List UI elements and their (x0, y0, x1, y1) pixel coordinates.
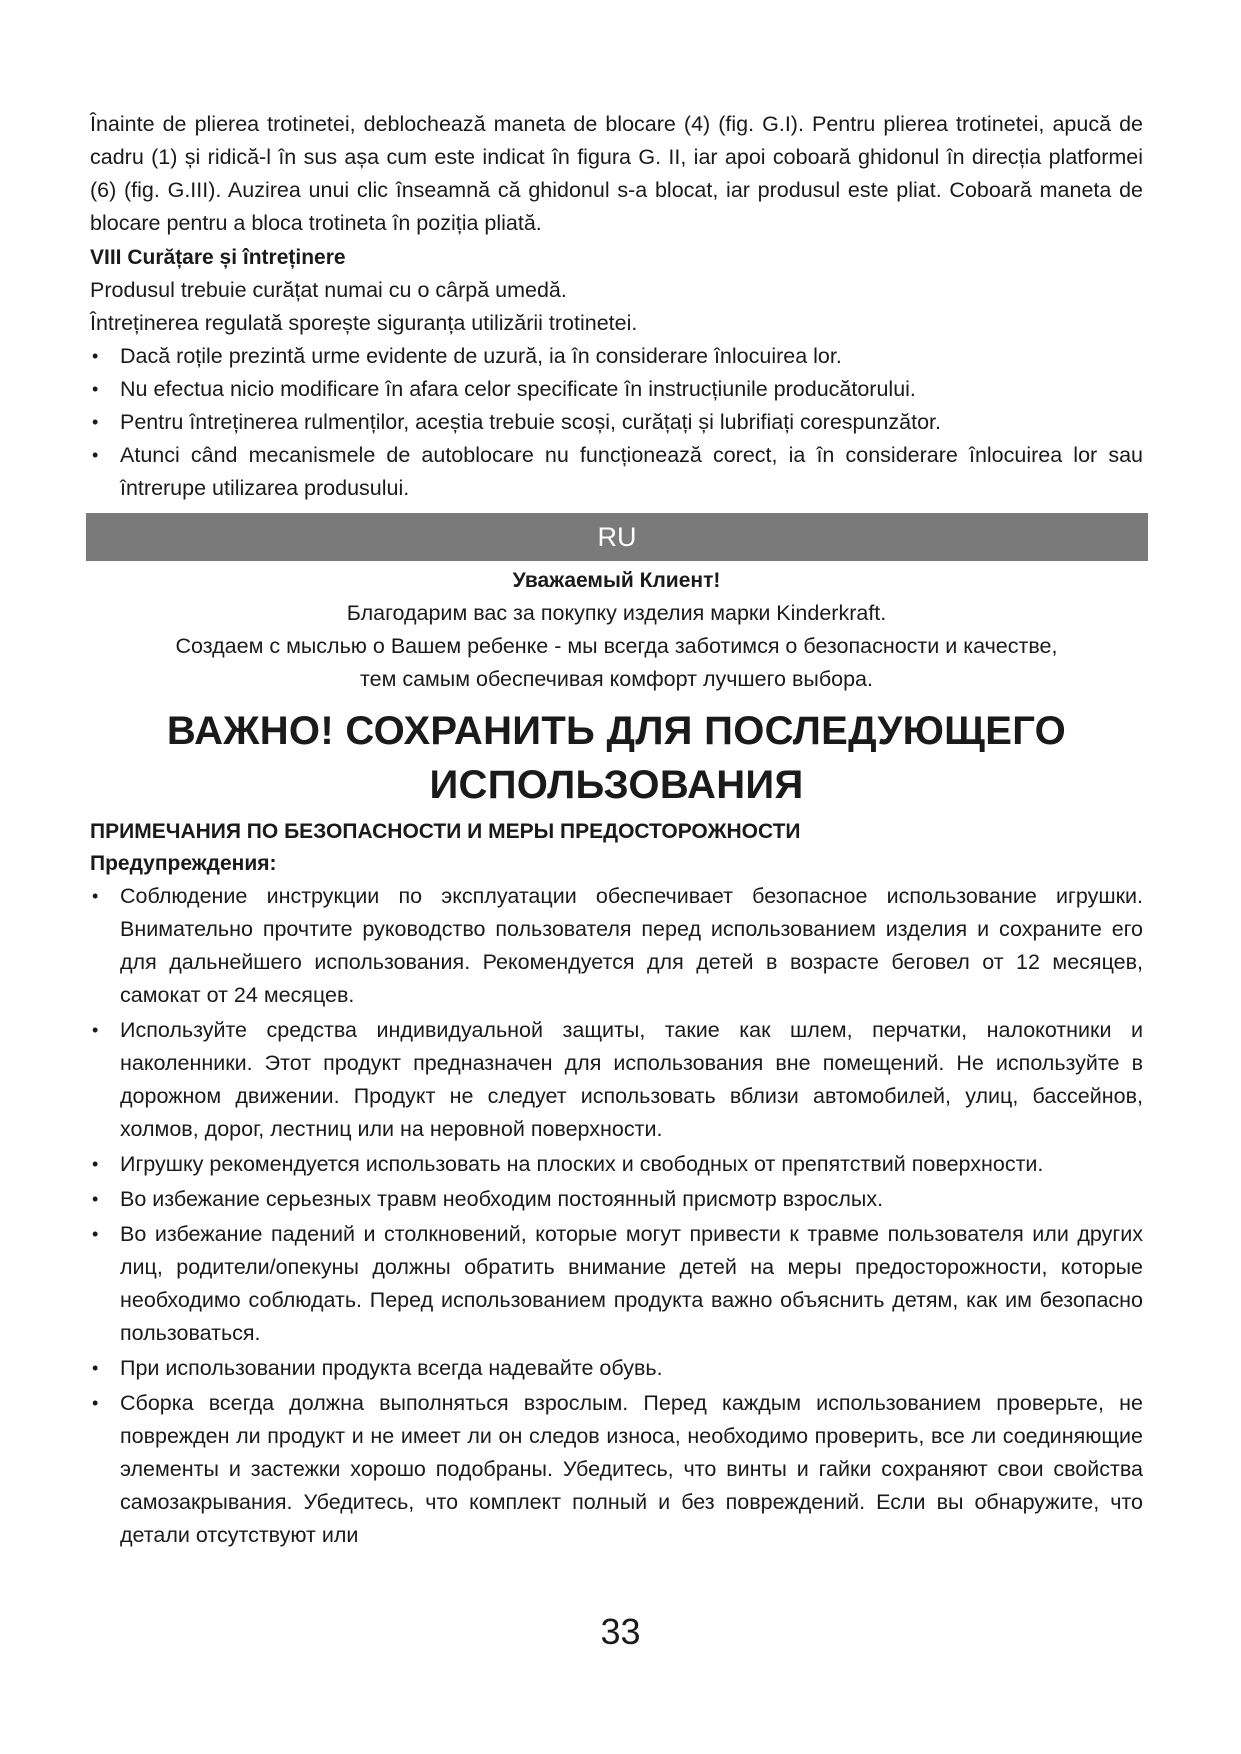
list-item: • Pentru întreținerea rulmenților, aceștia trebuie scoși, curățați și lubrifiați corespunzător. (90, 406, 1143, 439)
list-item: • При использовании продукта всегда надевайте обувь. (90, 1352, 1143, 1385)
ro-maintenance-line: Întreținerea regulată sporește siguranța utilizării trotinetei. (90, 311, 638, 335)
ro-cleaning-line: Produsul trebuie curățat numai cu o cârpă umedă. (90, 278, 567, 302)
list-item: • Nu efectua nicio modificare în afara celor specificate în instrucțiunile producătorului. (90, 373, 1143, 406)
language-section-bar: RU (86, 513, 1148, 561)
ro-intro-paragraph: Înainte de plierea trotinetei, deblochează maneta de blocare (4) (fig. G.I). Pentru plierea trotinetei, apucă de cadru (1) și ridică-l în sus așa cum este indicat în figura G. II, iar apoi coboară ghidonul în direcția platformei (6) (fig. G.III). Auzirea unui clic înseamnă că ghidonul s-a blocat, iar produsul este pliat. Coboară maneta de blocare pentru a bloca trotineta în poziția pliată. (90, 112, 1143, 235)
ru-greeting: Уважаемый Клиент! (512, 569, 721, 592)
list-item: • Во избежание серьезных травм необходим постоянный присмотр взрослых. (90, 1183, 1143, 1216)
bullet-icon: • (92, 1189, 99, 1209)
bullet-icon: • (92, 379, 99, 399)
bullet-icon: • (92, 886, 99, 906)
ru-bullet-list (90, 880, 1143, 1552)
bullet-icon: • (92, 1154, 99, 1174)
list-item: • Во избежание падений и столкновений, которые могут привести к травме пользователя или других лиц, родители/опекуны должны обратить внимание детей на меры предосторожности, которые необходимо соблюдать. Перед использованием продукта важно объяснить детям, как им безопасно пользоваться. (90, 1218, 1143, 1350)
ru-thanks-line: Благодарим вас за покупку изделия марки Kinderkraft. (346, 601, 887, 625)
ru-comfort-line: тем самым обеспечивая комфорт лучшего выбора. (360, 667, 873, 691)
list-item: • Соблюдение инструкции по эксплуатации обеспечивает безопасное использование игрушки. Внимательно прочтите руководство пользователя перед использованием изделия и сохраните его для дальнейшего использования. Рекомендуется для детей в возрасте беговел от 12 месяцев, самокат от 24 месяцев. (90, 880, 1143, 1012)
bullet-icon: • (92, 1358, 99, 1378)
page-number: 33 (600, 1611, 641, 1652)
page-content (90, 108, 1143, 1554)
bullet-icon: • (92, 412, 99, 432)
list-item: • Сборка всегда должна выполняться взрослым. Перед каждым использованием проверьте, не поврежден ли продукт и не имеет ли он следов износа, необходимо проверить, все ли соединяющие элементы и застежки хорошо подобраны. Убедитесь, что винты и гайки сохраняют свои свойства самозакрывания. Убедитесь, что комплект полный и без повреждений. Если вы обнаружите, что детали отсутствуют или (90, 1387, 1143, 1552)
list-item: • Dacă roțile prezintă urme evidente de uzură, ia în considerare înlocuirea lor. (90, 340, 1143, 373)
list-item: • Используйте средства индивидуальной защиты, такие как шлем, перчатки, налокотники и наколенники. Этот продукт предназначен для использования вне помещений. Не используйте в дорожном движении. Продукт не следует использовать вблизи автомобилей, улиц, бассейнов, холмов, дорог, лестниц или на неровной поверхности. (90, 1014, 1143, 1146)
bullet-icon: • (92, 445, 99, 465)
ru-care-line: Создаем с мыслью о Вашем ребенке - мы всегда заботимся о безопасности и качестве, (175, 634, 1058, 658)
ru-warnings-heading: Предупреждения: (90, 852, 277, 875)
ro-bullet-list (90, 340, 1143, 505)
bullet-icon: • (92, 1020, 99, 1040)
bullet-icon: • (92, 346, 99, 366)
list-item: • Atunci când mecanismele de autoblocare nu funcționează corect, ia în considerare înlocuirea lor sau întrerupe utilizarea produsului. (90, 439, 1143, 505)
ru-safety-section-heading: ПРИМЕЧАНИЯ ПО БЕЗОПАСНОСТИ И МЕРЫ ПРЕДОСТОРОЖНОСТИ (90, 820, 801, 843)
ro-section-heading: VIII Curățare și întreținere (90, 246, 346, 269)
bullet-icon: • (92, 1224, 99, 1244)
bullet-icon: • (92, 1393, 99, 1413)
ru-important-title: ВАЖНО! СОХРАНИТЬ ДЛЯ ПОСЛЕДУЮЩЕГО ИСПОЛЬЗОВАНИЯ (166, 709, 1067, 807)
list-item: • Игрушку рекомендуется использовать на плоских и свободных от препятствий поверхности. (90, 1148, 1143, 1181)
